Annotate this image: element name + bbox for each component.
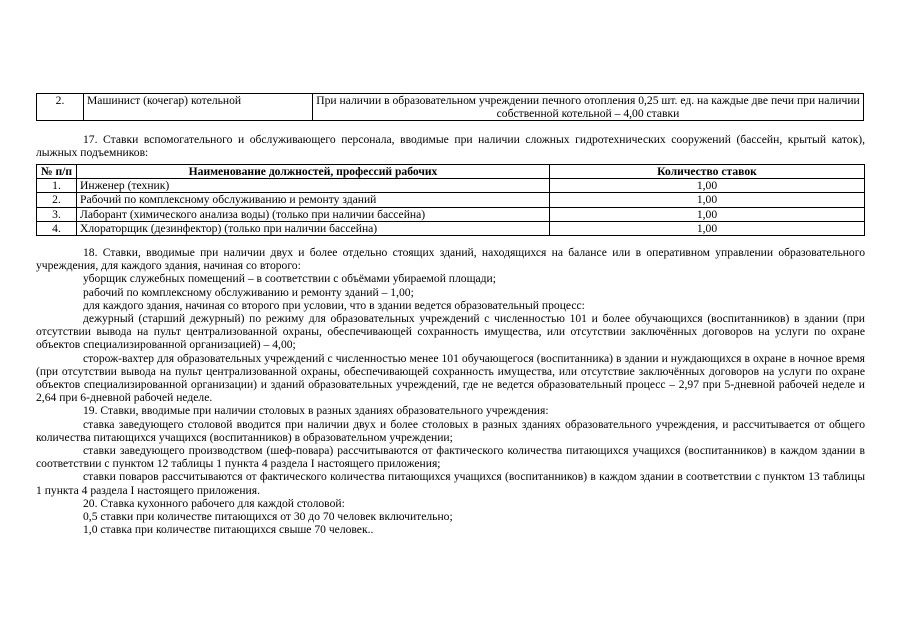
column-header-number: № п/п (37, 165, 77, 179)
rate-count: 1,00 (550, 179, 865, 193)
rate-count: 1,00 (550, 221, 865, 235)
table-row (37, 193, 865, 207)
paragraph: ставки поваров рассчитываются от фактического количества питающихся учащихся (воспитанников) в каждом здании в соответствии с пунктом 13 таблицы 1 пункта 4 раздела I настоящего приложения. (36, 470, 865, 497)
row-number: 4. (37, 221, 77, 235)
section-18-heading: 18. Ставки, вводимые при наличии двух и более отдельно стоящих зданий, находящихся на балансе или в оперативном управлении образовательного учреждения, для каждого здания, начиная со второго: (36, 246, 865, 273)
row-number: 1. (37, 179, 77, 193)
position-name: Лаборант (химического анализа воды) (только при наличии бассейна) (77, 207, 550, 221)
section-20-heading: 20. Ставка кухонного рабочего для каждой столовой: (83, 496, 345, 510)
column-header-position: Наименование должностей, профессий рабочих (77, 165, 550, 179)
table-row (37, 94, 864, 121)
paragraph: для каждого здания, начиная со второго при условии, что в здании ведется образовательный процесс: (83, 298, 585, 312)
position-name: Хлораторщик (дезинфектор) (только при наличии бассейна) (77, 221, 550, 235)
paragraph: сторож-вахтер для образовательных учреждений с численностью менее 101 обучающегося (воспитанника) в здании и нуждающихся в охране в ночное время (при отсутствии вывода на пульт централизованной охраны, обеспечивающей сохранность имущества, или отсутствие заключённых договоров на услуги по охране объектов специализированной организации) и зданий образовательных учреждений, где не ведется образовательный процесс – 2,97 при 5-дневной рабочей неделе и 2,64 при 6-дневной рабочей неделе. (36, 351, 865, 405)
table-row (37, 207, 865, 221)
position-name: Машинист (кочегар) котельной (84, 94, 313, 121)
paragraph: ставки заведующего производством (шеф-повара) рассчитываются от фактического количества питающихся учащихся (воспитанников) в каждом здании в соответствии с пунктом 12 таблицы 1 пункта 4 раздела I настоящего приложения; (36, 444, 865, 471)
row-number: 2. (37, 94, 84, 121)
auxiliary-staff-table (36, 164, 865, 236)
paragraph: уборщик служебных помещений – в соответствии с объёмами убираемой площади; (83, 272, 496, 286)
position-condition: При наличии в образовательном учреждении печного отопления 0,25 шт. ед. на каждые две печи при наличии собственной котельной – 4,00 ставки (313, 94, 864, 121)
rate-count: 1,00 (550, 207, 865, 221)
section-19-heading: 19. Ставки, вводимые при наличии столовых в разных зданиях образовательного учреждения: (83, 404, 549, 418)
row-number: 3. (37, 207, 77, 221)
paragraph: рабочий по комплексному обслуживанию и ремонту зданий – 1,00; (83, 285, 414, 299)
table-row (37, 221, 865, 235)
paragraph: дежурный (старший дежурный) по режиму для образовательных учреждений с численностью 101 и более обучающихся (воспитанников) в здании (при отсутствии вывода на пульт централизованной охраны, обеспечивающей сохранность имущества, или отсутствии заключённых договоров на услуги по охране объектов специализированной организацией) – 4,00; (36, 312, 865, 352)
position-name: Инженер (техник) (77, 179, 550, 193)
paragraph: 1,0 ставка при количестве питающихся свыше 70 человек.. (83, 523, 374, 537)
paragraph: ставка заведующего столовой вводится при наличии двух и более столовых в разных зданиях образовательного учреждения, и рассчитывается от общего количества питающихся учащихся (воспитанников) в образовательном учреждении; (36, 417, 865, 444)
rate-count: 1,00 (550, 193, 865, 207)
table-header-row (37, 165, 865, 179)
section-17-heading: 17. Ставки вспомогательного и обслуживающего персонала, вводимые при наличии сложных гидротехнических сооружений (бассейн, крытый каток), лыжных подъемников: (36, 133, 865, 160)
staff-table-continued (36, 93, 864, 121)
paragraph: 0,5 ставки при количестве питающихся от 30 до 70 человек включительно; (83, 510, 453, 524)
column-header-count: Количество ставок (550, 165, 865, 179)
document-body (36, 246, 865, 536)
position-name: Рабочий по комплексному обслуживанию и ремонту зданий (77, 193, 550, 207)
table-row (37, 179, 865, 193)
row-number: 2. (37, 193, 77, 207)
